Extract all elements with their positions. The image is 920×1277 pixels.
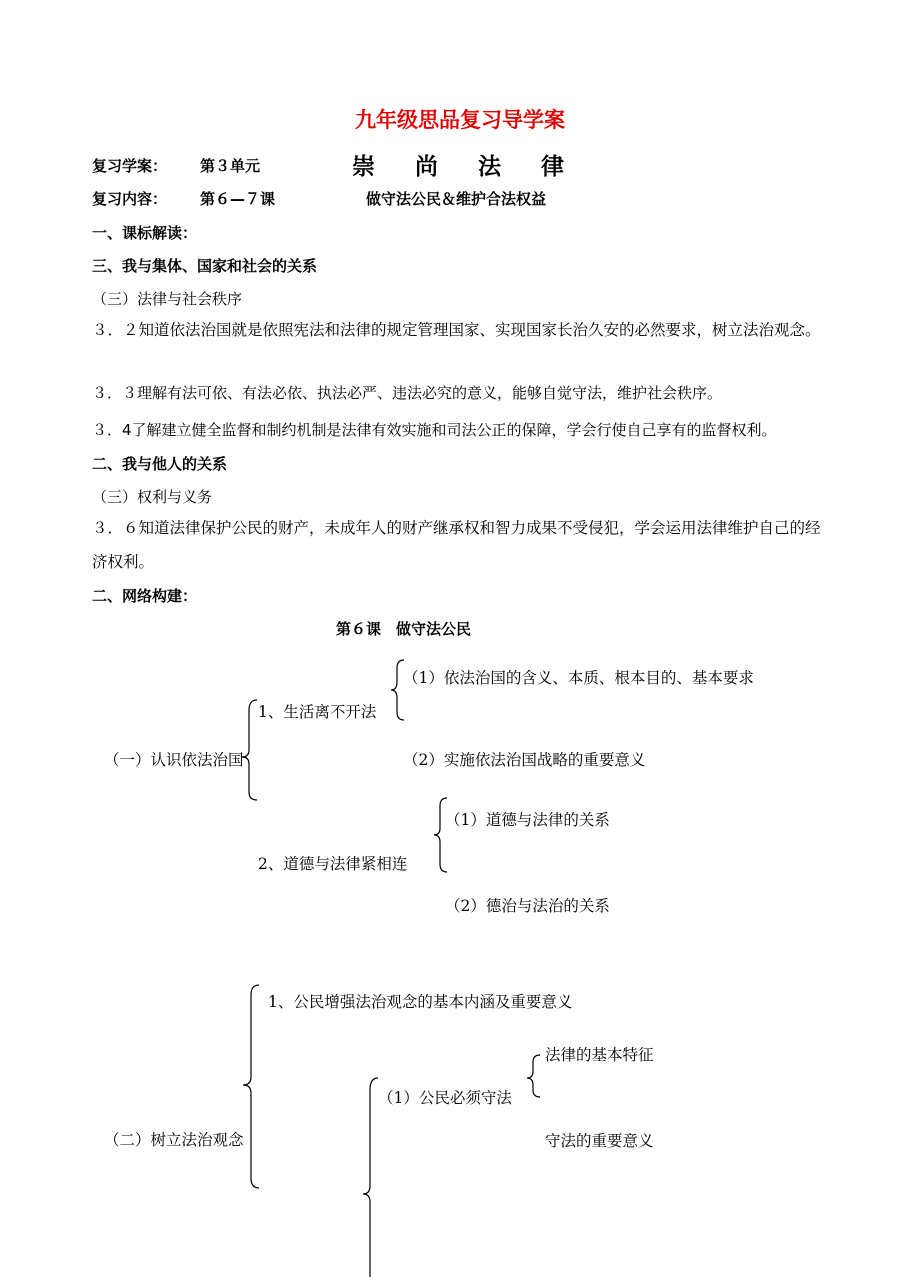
part1-item2-a: （1）道德与法律的关系: [445, 811, 610, 829]
standard-3-3: ３．３理解有法可依、有法必依、执法必严、违法必究的意义，能够自觉守法，维护社会秩序。: [92, 384, 723, 402]
lesson-range: 第６—７课: [200, 190, 276, 208]
section-network-heading: 二、网络构建：: [92, 587, 198, 605]
brace-p1-item2: [434, 798, 447, 872]
standard-3-4: ３．4了解建立健全监督和制约机制是法律有效实施和司法公正的保障，学会行使自己享有的监督权利。: [92, 421, 777, 439]
part2-item2-a-i: 法律的基本特征: [545, 1046, 654, 1064]
page-title: 九年级思品复习导学案: [355, 107, 565, 132]
part1-item2: 2、道德与法律紧相连: [258, 855, 408, 873]
part1-label: （一）认识依法治国: [104, 751, 244, 769]
heading-others-relation: 二、我与他人的关系: [92, 455, 228, 473]
sub-rights-duties: （三）权利与义务: [92, 488, 213, 506]
part2-item1: 1、公民增强法治观念的基本内涵及重要意义: [268, 993, 573, 1011]
review-case-label: 复习学案：: [92, 157, 168, 175]
sub-law-and-order: （三）法律与社会秩序: [92, 290, 243, 308]
lesson6-title: 第６课 做守法公民: [336, 620, 472, 638]
part2-item2-a-ii: 守法的重要意义: [545, 1132, 654, 1150]
part1-item1-a: （1）依法治国的含义、本质、根本目的、基本要求: [403, 669, 754, 687]
unit-number: 第３单元: [200, 157, 261, 175]
part1-item1: 1、生活离不开法: [258, 703, 377, 721]
part2-item2-a: （1）公民必须守法: [378, 1089, 512, 1107]
review-content-label: 复习内容：: [92, 190, 168, 208]
standard-3-2: ３．２知道依法治国就是依照宪法和法律的规定管理国家、实现国家长治久安的必然要求，树立法治观念。: [92, 321, 821, 339]
part2-label: （二）树立法治观念: [104, 1131, 244, 1149]
section-standards-heading: 一、课标解读：: [92, 224, 198, 242]
part1-item2-b: （2）德治与法治的关系: [445, 897, 610, 915]
brace-p2-item2: [363, 1078, 378, 1277]
part1-item1-b: （2）实施依法治国战略的重要意义: [403, 751, 646, 769]
unit-title: 崇 尚 法 律: [352, 154, 581, 180]
brace-part1: [242, 700, 257, 800]
brace-p2-item2-a: [527, 1055, 540, 1097]
heading-collective-relation: 三、我与集体、国家和社会的关系: [92, 257, 318, 275]
lesson-range-title: 做守法公民＆维护合法权益: [366, 190, 547, 208]
brace-part2: [243, 985, 259, 1188]
brace-p1-item1: [391, 660, 404, 720]
standard-3-6: ３．６知道法律保护公民的财产，未成年人的财产继承权和智力成果不受侵犯，学会运用法律维护自己的经济权利。: [92, 519, 821, 571]
